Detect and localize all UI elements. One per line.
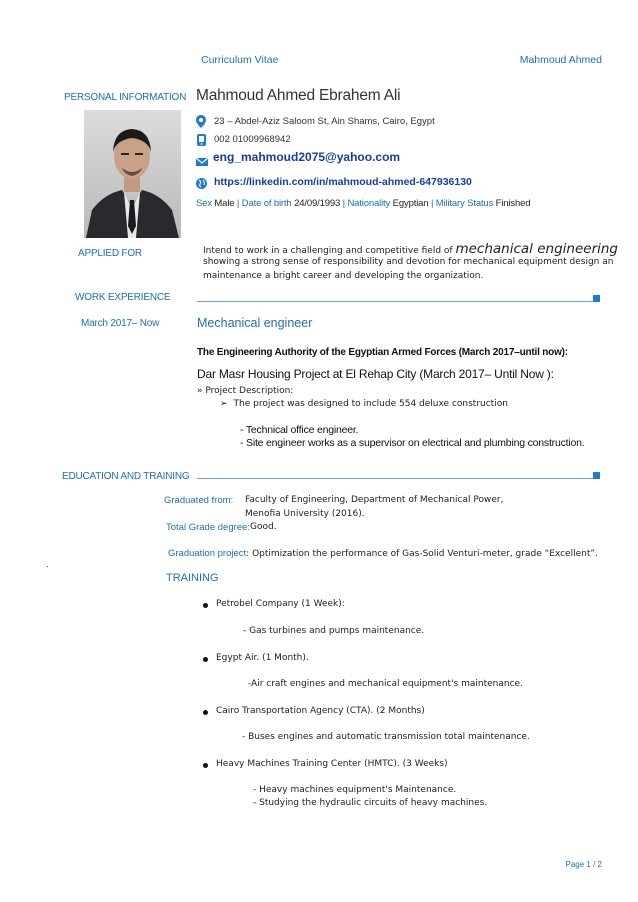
sex-value: Male — [214, 198, 235, 209]
work-experience-label: WORK EXPERIENCE — [75, 292, 171, 303]
graduated-line-2: Menofia University (2016). — [245, 509, 365, 519]
bullet-icon — [203, 657, 208, 662]
dob-label: Date of birth — [241, 198, 292, 209]
job-title: Mechanical engineer — [197, 316, 313, 330]
page-number: Page 1 / 2 — [565, 860, 602, 869]
sex-label: Sex — [196, 198, 212, 209]
project-description-heading: » Project Description: — [197, 386, 294, 396]
military-label: Military Status — [435, 198, 494, 209]
location-pin-icon — [196, 115, 206, 133]
full-name: Mahmoud Ahmed Ebrahem Ali — [196, 87, 401, 104]
section-divider — [197, 301, 593, 302]
header-name: Mahmoud Ahmed — [519, 54, 602, 66]
separator: | — [342, 198, 345, 209]
separator: | — [236, 198, 240, 209]
role-2: - Site engineer works as a supervisor on electrical and plumbing construction. — [240, 437, 585, 449]
bullet-icon — [203, 603, 208, 608]
email-link[interactable]: eng_mahmoud2075@yahoo.com — [213, 150, 401, 164]
personal-details-row — [196, 198, 530, 209]
applied-for-label: APPLIED FOR — [78, 248, 142, 259]
training-item-detail: - Heavy machines equipment's Maintenance. — [253, 785, 457, 795]
training-heading: TRAINING — [166, 572, 219, 584]
address: 23 – Abdel-Aziz Saloom St, Ain Shams, Cairo, Egypt — [214, 116, 435, 127]
objective-line-2: showing a strong sense of responsibility and devotion for mechanical equipment design an — [203, 257, 614, 267]
section-divider-marker — [593, 295, 600, 302]
training-item-title: Cairo Transportation Agency (CTA). (2 Months) — [216, 706, 425, 716]
graduation-project-value: : Optimization the performance of Gas-Solid Venturi-meter, grade “Excellent”. — [246, 549, 598, 559]
section-divider-marker — [593, 472, 600, 479]
training-item-detail: - Buses engines and automatic transmission total maintenance. — [242, 732, 530, 742]
objective-line-3: maintenance a bright career and developing the organization. — [203, 271, 484, 281]
training-item-detail: -Air craft engines and mechanical equipment's maintenance. — [248, 679, 523, 689]
objective-prefix: Intend to work in a challenging and competitive field of — [203, 246, 453, 256]
graduation-project-row — [168, 548, 598, 559]
graduated-line-1: Faculty of Engineering, Department of Mechanical Power, — [245, 495, 504, 505]
role-1: - Technical office engineer. — [240, 424, 359, 436]
graduation-project-label: Graduation project — [168, 548, 247, 559]
objective-emphasis: mechanical engineering — [455, 241, 618, 257]
military-value: Finished — [495, 198, 531, 209]
globe-icon — [196, 176, 207, 194]
profile-photo — [84, 110, 181, 238]
employer: The Engineering Authority of the Egyptian Armed Forces (March 2017–until now): — [197, 347, 568, 358]
linkedin-link[interactable]: https://linkedin.com/in/mahmoud-ahmed-647936130 — [214, 176, 472, 188]
nationality-value: Egyptian — [392, 198, 429, 209]
phone-number: 002 01009968942 — [214, 134, 291, 145]
grade-label: Total Grade degree: — [166, 522, 250, 533]
envelope-icon — [196, 153, 208, 171]
bullet-icon — [203, 763, 208, 768]
training-item-title: Petrobel Company (1 Week): — [216, 599, 345, 609]
project-description-text: The project was designed to include 554 deluxe construction — [233, 399, 508, 409]
project-description-item — [220, 399, 508, 409]
project-name: Dar Masr Housing Project at El Rehap City (March 2017– Until Now ): — [197, 367, 554, 381]
training-item-detail: - Gas turbines and pumps maintenance. — [243, 626, 425, 636]
training-item-title: Heavy Machines Training Center (HMTC). (3 Weeks) — [216, 759, 448, 769]
bullet-icon — [203, 710, 208, 715]
phone-icon — [197, 133, 206, 151]
section-divider — [197, 478, 593, 479]
dob-value: 24/09/1993 — [294, 198, 341, 209]
personal-information-label: PERSONAL INFORMATION — [64, 92, 187, 103]
work-date: March 2017– Now — [81, 318, 160, 329]
header-title: Curriculum Vitae — [201, 54, 279, 66]
separator: | — [430, 198, 434, 209]
objective-line-1 — [203, 241, 618, 257]
grade-value: Good. — [250, 522, 277, 532]
education-training-label: EDUCATION AND TRAINING — [62, 471, 190, 482]
graduated-label: Graduated from: — [164, 495, 234, 506]
stray-mark: · — [46, 561, 49, 571]
arrow-bullet-icon: ➢ — [220, 399, 228, 409]
training-item-title: Egypt Air. (1 Month). — [216, 653, 309, 663]
training-item-detail: - Studying the hydraulic circuits of heavy machines. — [253, 798, 488, 808]
nationality-label: Nationality — [347, 198, 391, 209]
